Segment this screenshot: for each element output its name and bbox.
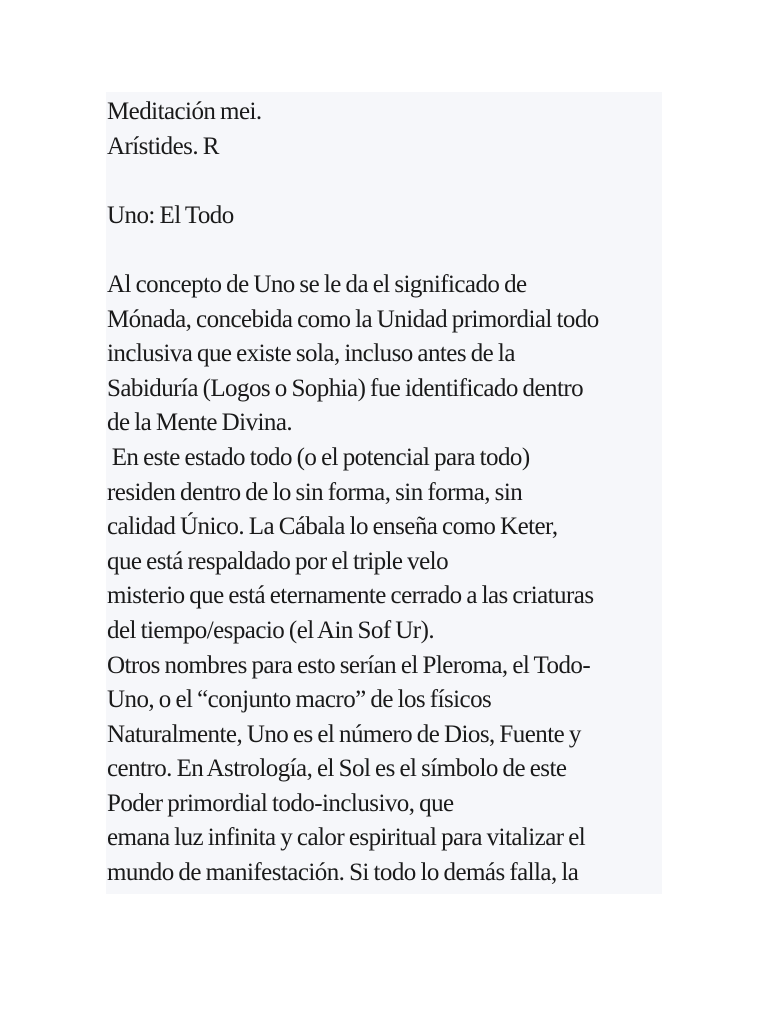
body-line: Mónada, concebida como la Unidad primordial todo xyxy=(107,305,599,333)
body-line: residen dentro de lo sin forma, sin forma, sin xyxy=(107,478,523,506)
body-line: Naturalmente, Uno es el número de Dios, Fuente y xyxy=(107,720,581,748)
body-line: que está respaldado por el triple velo xyxy=(107,547,449,575)
body-line: centro. En Astrología, el Sol es el símbolo de este xyxy=(107,755,567,783)
body-line: En este estado todo (o el potencial para todo) xyxy=(107,443,530,471)
body-line: de la Mente Divina. xyxy=(107,409,293,437)
body-line: calidad Único. La Cábala lo enseña como Keter, xyxy=(107,513,558,541)
body-line: Sabiduría (Logos o Sophia) fue identificado dentro xyxy=(107,374,584,402)
body-line: Poder primordial todo-inclusivo, que xyxy=(107,789,454,817)
body-line: Al concepto de Uno se le da el significado de xyxy=(107,270,527,298)
body-paragraphs xyxy=(107,268,667,891)
document-text xyxy=(107,95,667,891)
body-line: Otros nombres para esto serían el Pleroma, el Todo- xyxy=(107,651,591,679)
section-heading: Uno: El Todo xyxy=(107,201,234,229)
body-line: emana luz infinita y calor espiritual para vitalizar el xyxy=(107,824,586,852)
blank-line xyxy=(107,164,667,199)
body-line: misterio que está eternamente cerrado a las criaturas xyxy=(107,582,594,610)
body-line: mundo de manifestación. Si todo lo demás falla, la xyxy=(107,859,579,887)
document-title: Meditación mei. xyxy=(107,98,262,125)
body-line: inclusiva que existe sola, incluso antes de la xyxy=(107,340,515,368)
body-line: Uno, o el “conjunto macro” de los físicos xyxy=(107,686,492,714)
body-line: del tiempo/espacio (el Ain Sof Ur). xyxy=(107,616,435,644)
blank-line xyxy=(107,233,667,268)
document-author: Arístides. R xyxy=(107,132,219,160)
